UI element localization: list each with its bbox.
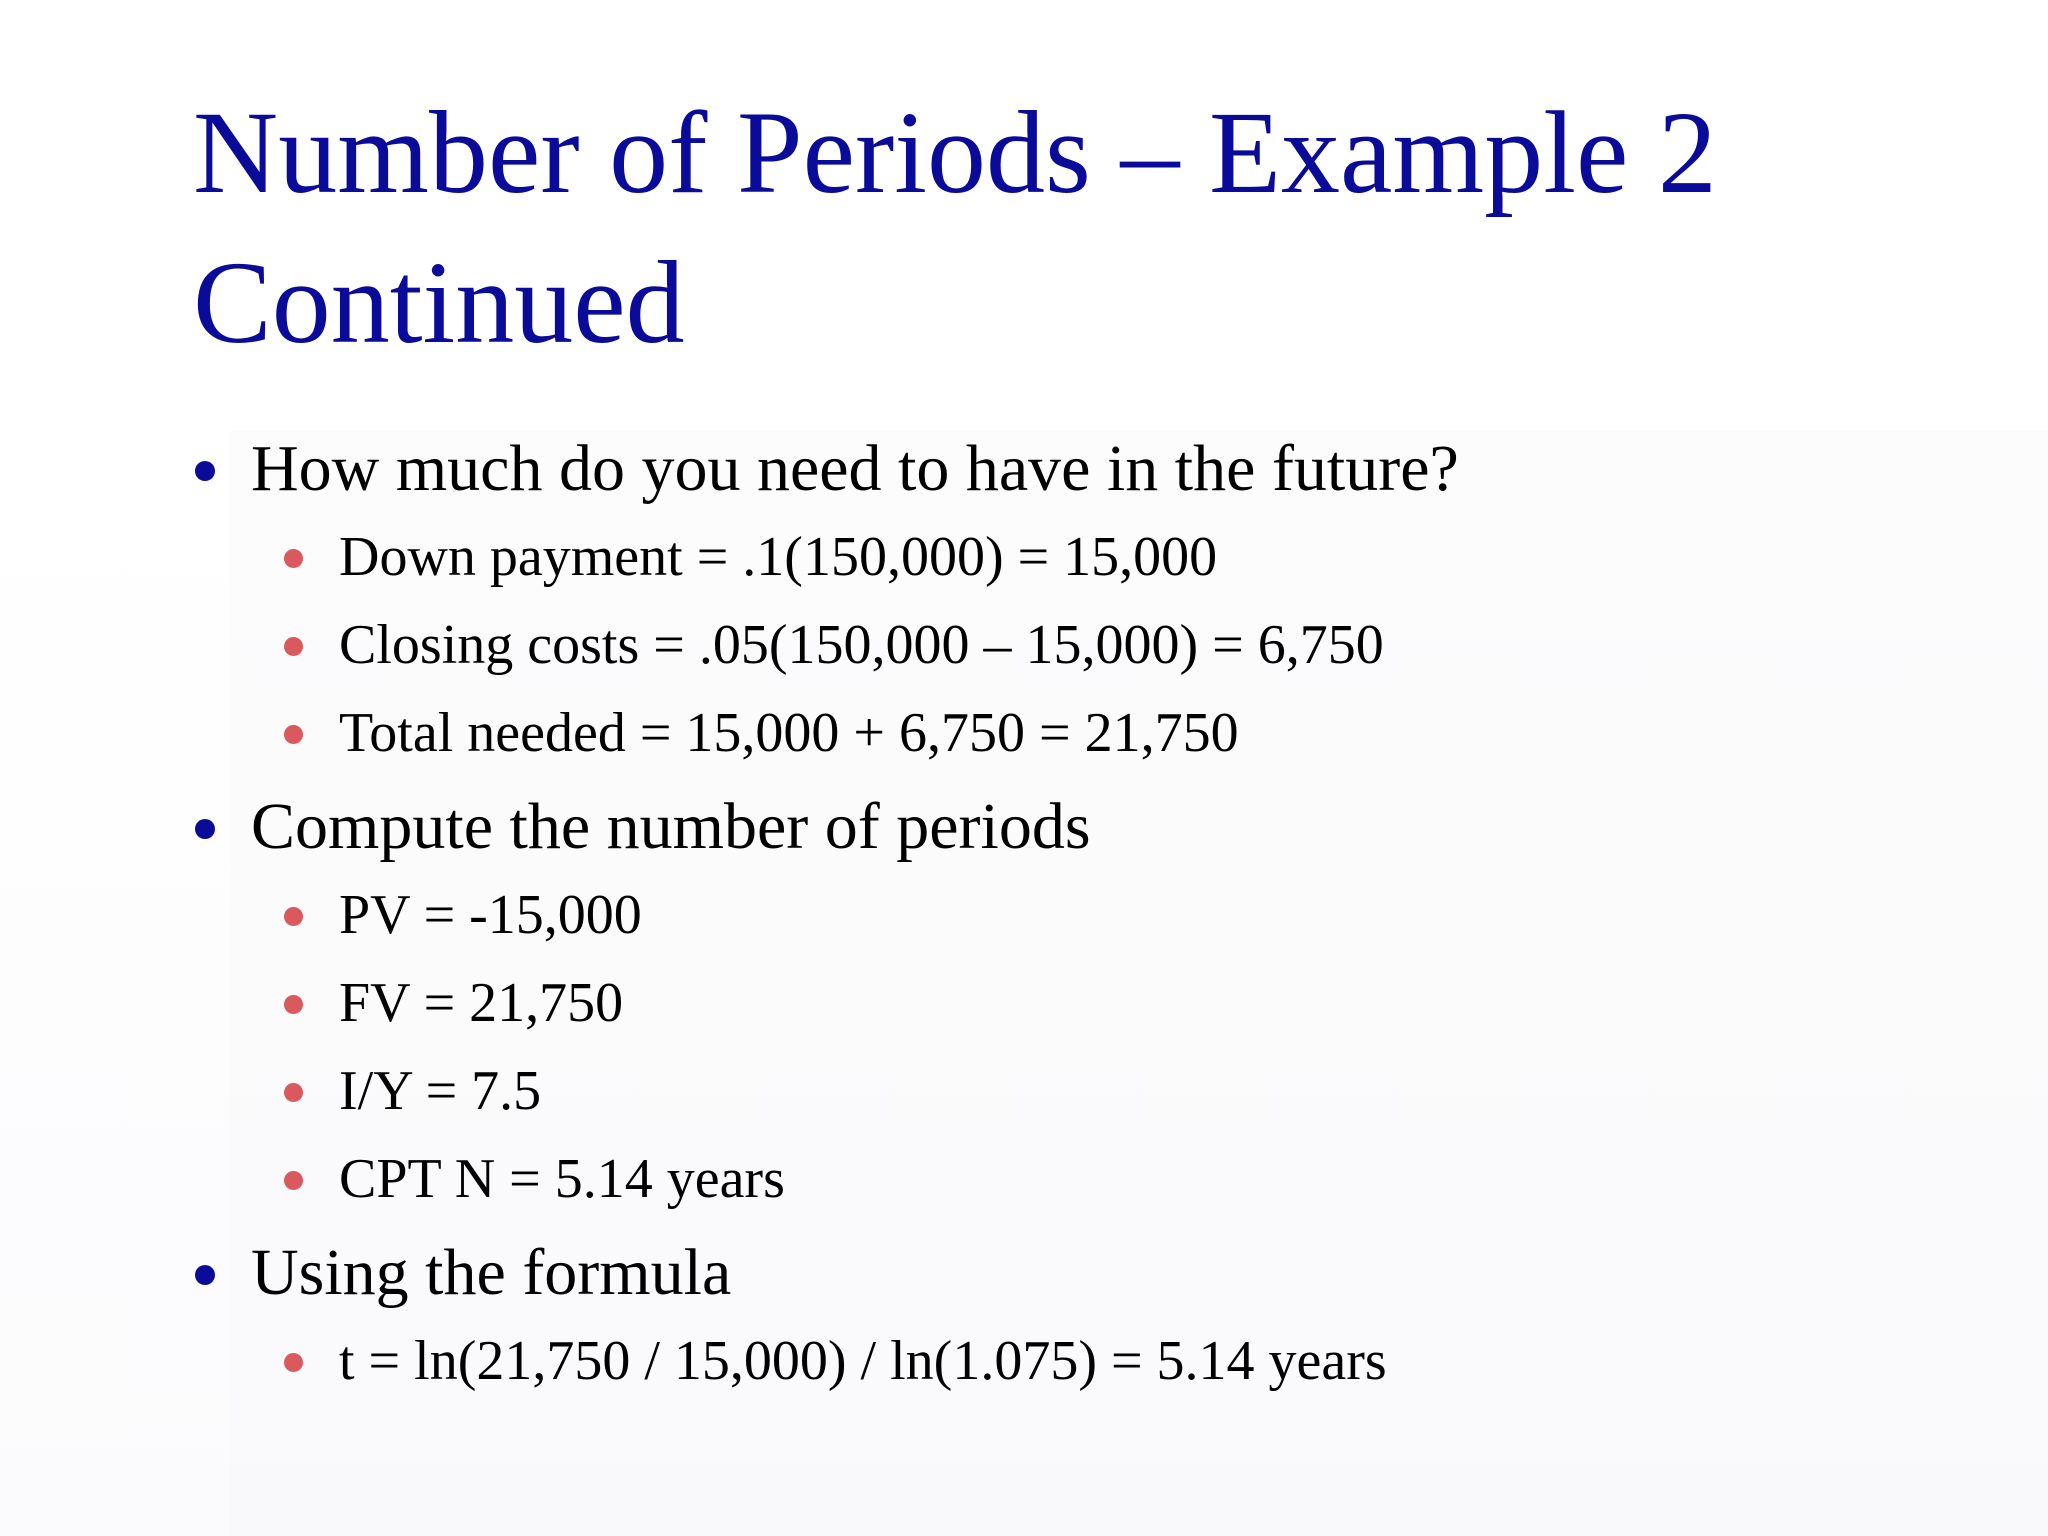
secondary-bullet-icon bbox=[284, 549, 303, 568]
sub-bullet-text: Total needed = 15,000 + 6,750 = 21,750 bbox=[339, 702, 1239, 764]
sub-bullet-pv bbox=[193, 871, 1993, 959]
sub-bullet-text: PV = -15,000 bbox=[339, 884, 642, 946]
sub-bullet-text: Down payment = .1(150,000) = 15,000 bbox=[339, 526, 1218, 588]
sub-bullet-down-payment bbox=[193, 513, 1993, 601]
bullet-text: Using the formula bbox=[251, 1236, 732, 1309]
secondary-bullet-icon bbox=[284, 637, 303, 656]
primary-bullet-icon bbox=[195, 819, 215, 839]
bullet-compute-periods bbox=[193, 783, 1993, 871]
secondary-bullet-icon bbox=[284, 1171, 303, 1190]
bullet-using-formula bbox=[193, 1229, 1993, 1317]
primary-bullet-icon bbox=[195, 461, 215, 481]
sub-bullet-iy bbox=[193, 1047, 1993, 1135]
sub-bullet-cpt-n bbox=[193, 1135, 1993, 1223]
secondary-bullet-icon bbox=[284, 995, 303, 1014]
bullet-future-amount bbox=[193, 425, 1993, 513]
bullet-text: How much do you need to have in the future? bbox=[251, 432, 1459, 505]
sub-bullet-fv bbox=[193, 959, 1993, 1047]
sub-bullet-closing-costs bbox=[193, 601, 1993, 689]
sub-bullet-text: t = ln(21,750 / 15,000) / ln(1.075) = 5.14 years bbox=[339, 1330, 1387, 1392]
bullet-text: Compute the number of periods bbox=[251, 790, 1091, 863]
secondary-bullet-icon bbox=[284, 907, 303, 926]
sub-bullet-text: I/Y = 7.5 bbox=[339, 1060, 542, 1122]
slide-title: Number of Periods – Example 2 Continued bbox=[193, 87, 1717, 368]
secondary-bullet-icon bbox=[284, 1353, 303, 1372]
secondary-bullet-icon bbox=[284, 1083, 303, 1102]
slide-content bbox=[193, 425, 1993, 1405]
sub-bullet-text: CPT N = 5.14 years bbox=[339, 1148, 785, 1210]
sub-bullet-text: Closing costs = .05(150,000 – 15,000) = 6,750 bbox=[339, 614, 1384, 676]
sub-bullet-total-needed bbox=[193, 689, 1993, 777]
sub-bullet-formula bbox=[193, 1317, 1993, 1405]
sub-bullet-text: FV = 21,750 bbox=[339, 972, 624, 1034]
primary-bullet-icon bbox=[195, 1265, 215, 1285]
secondary-bullet-icon bbox=[284, 725, 303, 744]
